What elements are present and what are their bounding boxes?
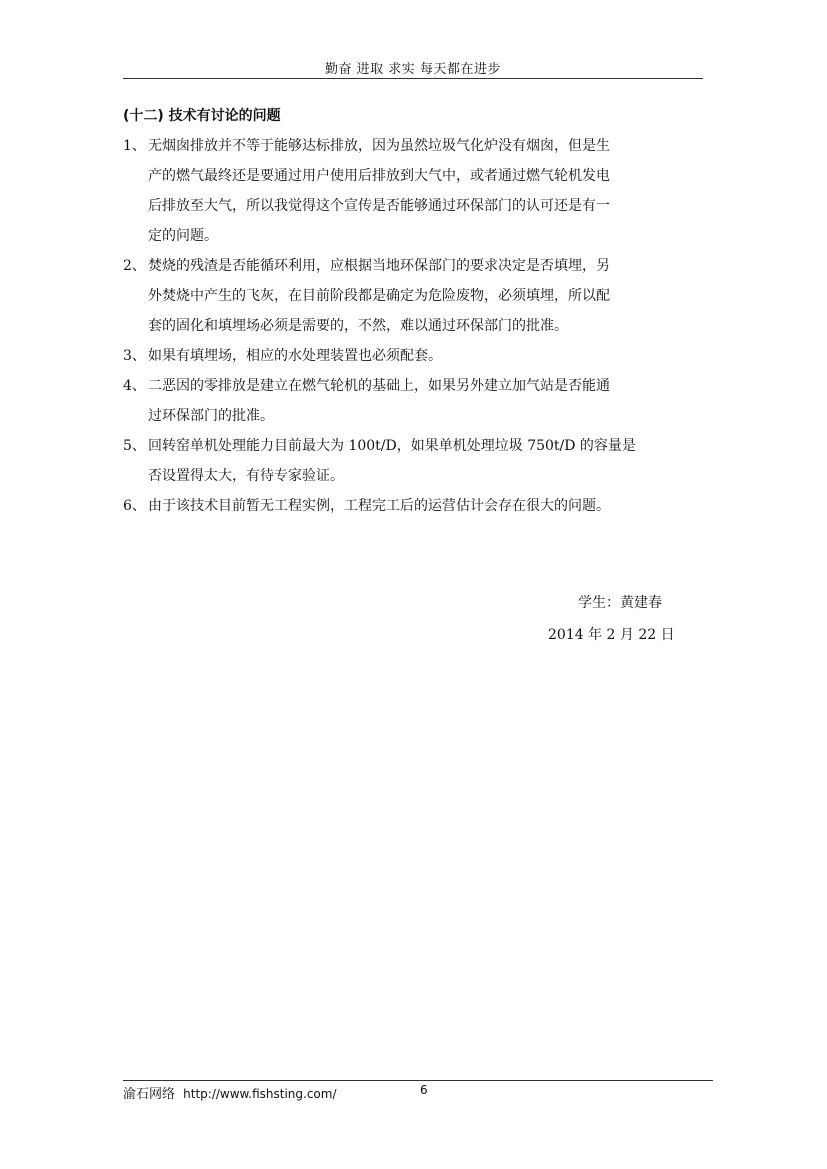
- list-item-text: [123, 491, 703, 521]
- list-item: [123, 371, 703, 431]
- issue-list: [123, 131, 703, 521]
- section-heading: (十二) 技术有讨论的问题: [123, 108, 281, 124]
- list-item-line: 如果有填埋场，相应的水处理装置也必须配套。: [148, 348, 442, 364]
- list-item-line: 无烟囱排放并不等于能够达标排放，因为虽然垃圾气化炉没有烟囱，但是生: [148, 138, 610, 154]
- list-item-line: 回转窑单机处理能力目前最大为 100t/D，如果单机处理垃圾 750t/D 的容量是: [148, 438, 636, 454]
- list-item-number: 3、: [123, 348, 146, 364]
- header-divider: [123, 78, 703, 79]
- list-item-line: 过环保部门的批准。: [148, 408, 274, 424]
- list-item-number: 5、: [123, 438, 146, 454]
- footer-source: [123, 1083, 337, 1102]
- list-item-text: [123, 371, 703, 431]
- list-item-text: [123, 431, 703, 491]
- document-body: [123, 101, 703, 521]
- list-item-number: 1、: [123, 138, 146, 154]
- student-signature: 学生：黄建春: [578, 595, 662, 611]
- footer-divider: [123, 1080, 713, 1081]
- list-item-text: [123, 131, 703, 251]
- list-item-line: 套的固化和填埋场必须是需要的，不然，难以通过环保部门的批准。: [148, 318, 568, 334]
- list-item: [123, 131, 703, 251]
- list-item-number: 6、: [123, 498, 146, 514]
- list-item-line: 二恶因的零排放是建立在燃气轮机的基础上，如果另外建立加气站是否能通: [148, 378, 610, 394]
- page-number: 6: [420, 1083, 428, 1097]
- footer-site-name: 渝石网络: [123, 1087, 176, 1102]
- list-item: [123, 251, 703, 341]
- list-item-line: 焚烧的残渣是否能循环利用，应根据当地环保部门的要求决定是否填埋，另: [148, 258, 610, 274]
- list-item: [123, 431, 703, 491]
- list-item-line: 否设置得太大，有待专家验证。: [148, 468, 344, 484]
- footer-url-link[interactable]: http://www.fishsting.com/: [183, 1087, 337, 1101]
- signature-date: 2014 年 2 月 22 日: [548, 627, 675, 643]
- list-item-text: [123, 251, 703, 341]
- list-item-line: 后排放至大气，所以我觉得这个宣传是否能够通过环保部门的认可还是有一: [148, 198, 610, 214]
- list-item-number: 4、: [123, 378, 146, 394]
- list-item-line: 产的燃气最终还是要通过用户使用后排放到大气中，或者通过燃气轮机发电: [148, 168, 610, 184]
- list-item-text: [123, 341, 703, 371]
- page-header-motto: 勤奋 进取 求实 每天都在进步: [325, 62, 501, 77]
- list-item: [123, 491, 703, 521]
- list-item-line: 由于该技术目前暂无工程实例，工程完工后的运营估计会存在很大的问题。: [148, 498, 610, 514]
- list-item-line: 定的问题。: [148, 228, 218, 244]
- list-item-line: 外焚烧中产生的飞灰，在目前阶段都是确定为危险废物，必须填埋，所以配: [148, 288, 610, 304]
- list-item: [123, 341, 703, 371]
- list-item-number: 2、: [123, 258, 146, 274]
